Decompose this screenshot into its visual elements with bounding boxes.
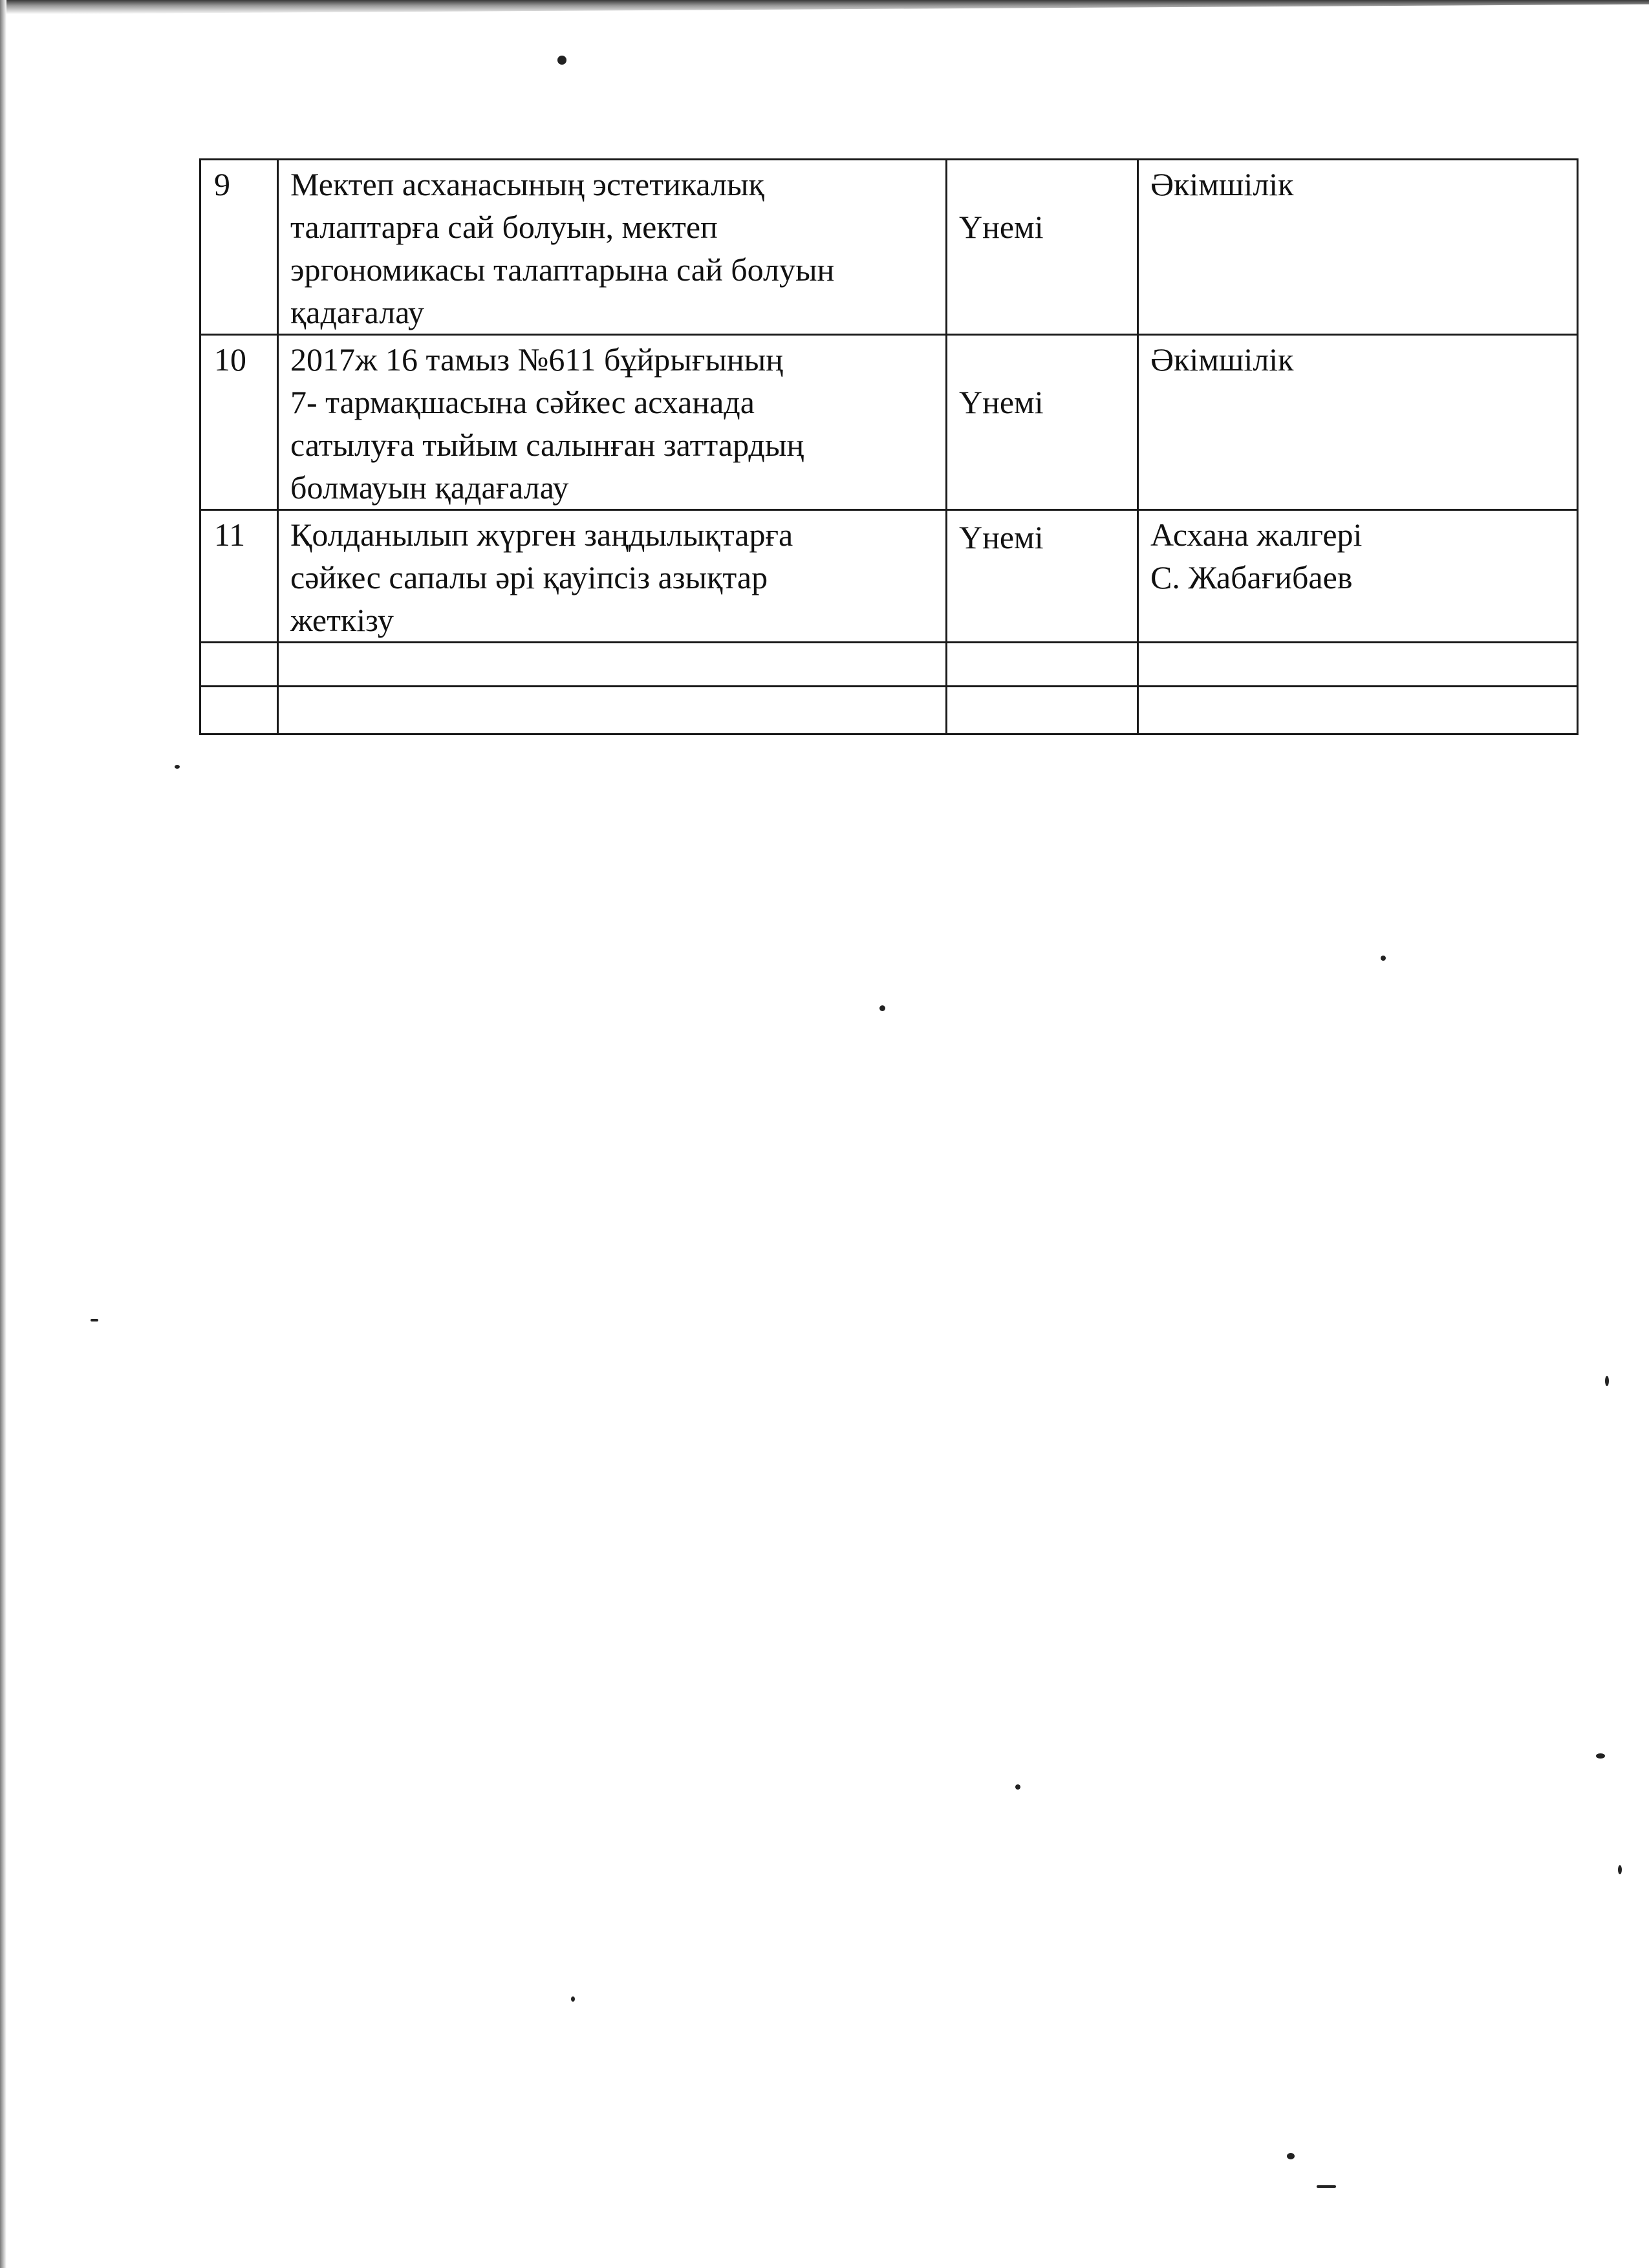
row-number: 11 [200,510,278,643]
action-cell: 2017ж 16 тамыз №611 бұйрығының 7- тармақшасына сәйкес асханада сатылуға тыйым салынған заттардың болмауын қадағалау [278,335,947,510]
action-cell: Мектеп асханасының эстетикалық талаптарға сай болуын, мектеп эргономикасы талаптарына сай болуын қадағалау [278,160,947,335]
period-cell: Үнемі [947,160,1138,335]
plan-table [199,158,1579,735]
scan-speck [1605,1376,1609,1386]
table-row [200,510,1578,643]
empty-cell [278,643,947,687]
empty-cell [1138,687,1578,734]
responsible-cell: Әкімшілік [1138,335,1578,510]
scan-speck [1317,2185,1336,2188]
empty-cell [200,687,278,734]
empty-cell [947,687,1138,734]
action-cell: Қолданылып жүрген заңдылықтарға сәйкес сапалы әрі қауіпсіз азықтар жеткізу [278,510,947,643]
scan-speck [91,1319,98,1321]
empty-cell [200,643,278,687]
responsible-cell: Асхана жалгері С. Жабағибаев [1138,510,1578,643]
scan-speck [175,765,180,769]
scan-speck [1381,956,1386,961]
scan-speck [571,1996,575,2002]
scan-edge-left [0,0,6,2268]
scan-speck [1618,1865,1622,1874]
empty-cell [278,687,947,734]
empty-cell [1138,643,1578,687]
scan-edge-top [0,0,1649,14]
scan-speck [1015,1784,1020,1790]
scan-speck [557,56,566,65]
table-row [200,160,1578,335]
period-cell: Үнемі [947,335,1138,510]
period-cell: Үнемі [947,510,1138,643]
empty-table-row [200,687,1578,734]
scan-speck [1596,1753,1605,1759]
row-number: 10 [200,335,278,510]
scan-speck [1287,2153,1295,2159]
row-number: 9 [200,160,278,335]
empty-cell [947,643,1138,687]
empty-table-row [200,643,1578,687]
responsible-cell: Әкімшілік [1138,160,1578,335]
scan-speck [879,1005,885,1011]
table-row [200,335,1578,510]
